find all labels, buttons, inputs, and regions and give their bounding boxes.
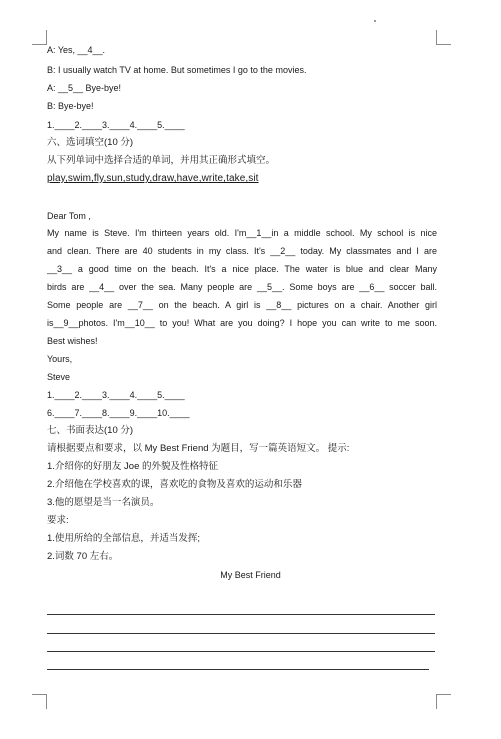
section-6-heading: 六、选词填空(10 分) — [47, 137, 134, 148]
letter-line-1: My name is Steve. I'm thirteen years old. I'm__1__in a middle school. My school is nice — [47, 228, 437, 238]
section-6-instruction: 从下列单词中选择合适的单词，并用其正确形式填空。 — [47, 155, 276, 166]
letter-line-6: is__9__photos. I'm__10__ to you! What are you doing? I hope you can write to me soon. — [47, 318, 437, 328]
writing-line-4 — [47, 669, 429, 670]
section-7-heading: 七、书面表达(10 分) — [47, 425, 134, 436]
crop-mark-bottom-right — [436, 694, 451, 709]
page-mark — [374, 20, 376, 22]
letter-closing: Best wishes! — [47, 336, 98, 346]
crop-mark-bottom-left — [32, 694, 47, 709]
writing-line-2 — [47, 633, 435, 634]
letter-line-2: and clean. There are 40 students in my class. It's __2__ today. My classmates and I are — [47, 246, 437, 256]
requirements-label: 要求: — [47, 515, 69, 526]
writing-line-1 — [47, 614, 435, 615]
essay-title: My Best Friend — [220, 570, 281, 580]
letter-greeting: Dear Tom , — [47, 211, 91, 221]
crop-mark-top-right — [436, 30, 451, 45]
hint-point-3: 3.他的愿望是当一名演员。 — [47, 497, 160, 508]
letter-answer-blanks-1: 1.____2.____3.____4.____5.____ — [47, 390, 185, 400]
letter-line-4: birds are __4__ over the sea. Many people are __5__. Some boys are __6__ soccer ball. — [47, 282, 437, 292]
letter-line-5: Some people are __7__ on the beach. A girl is __8__ pictures on a chair. Another girl — [47, 300, 437, 310]
word-bank: play,swim,fly,sun,study,draw,have,write,take,sit — [47, 173, 259, 184]
hint-point-1: 1.介绍你的好朋友 Joe 的外貌及性格特征 — [47, 461, 219, 472]
dialogue-line-4: B: Bye-bye! — [47, 101, 94, 111]
requirement-2: 2.词数 70 左右。 — [47, 551, 119, 562]
hint-point-2: 2.介绍他在学校喜欢的课，喜欢吃的食物及喜欢的运动和乐器 — [47, 479, 302, 490]
dialogue-answer-blanks: 1.____2.____3.____4.____5.____ — [47, 120, 185, 130]
letter-answer-blanks-2: 6.____7.____8.____9.____10.____ — [47, 408, 190, 418]
section-7-intro: 请根据要点和要求，以 My Best Friend 为题目，写一篇英语短文。 提示: — [47, 443, 350, 454]
crop-mark-top-left — [32, 30, 47, 45]
letter-line-3: __3__ a good time on the beach. It's a nice place. The water is blue and clear Many — [47, 264, 437, 274]
letter-yours: Yours, — [47, 354, 73, 364]
dialogue-line-3: A: __5__ Bye-bye! — [47, 83, 122, 93]
dialogue-line-2: B: I usually watch TV at home. But sometimes I go to the movies. — [47, 65, 307, 75]
requirement-1: 1.使用所给的全部信息，并适当发挥; — [47, 533, 201, 544]
letter-signature: Steve — [47, 372, 71, 382]
writing-line-3 — [47, 651, 435, 652]
dialogue-line-1: A: Yes, __4__. — [47, 45, 106, 55]
